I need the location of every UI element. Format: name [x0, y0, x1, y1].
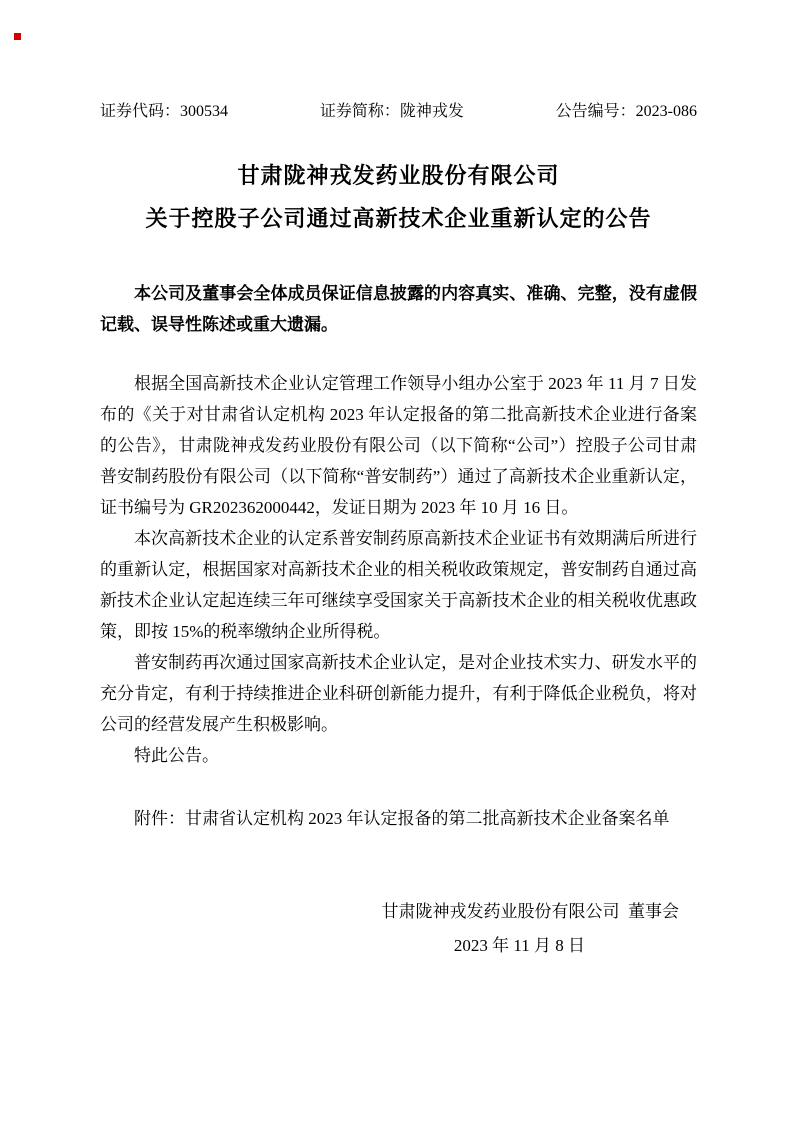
- signature-date: 2023 年 11 月 8 日: [453, 936, 585, 955]
- announcement-number-label: 公告编号：2023-086: [555, 103, 697, 120]
- announcement-title: 关于控股子公司通过高新技术企业重新认定的公告: [145, 206, 652, 231]
- signature-block: [100, 896, 697, 961]
- signature-company: 甘肃陇神戎发药业股份有限公司 董事会: [381, 902, 679, 921]
- securities-header-row: [100, 102, 697, 121]
- announcement-body: [100, 368, 697, 771]
- stock-name-label: 证券简称：陇神戎发: [319, 103, 464, 120]
- red-dot-mark: [14, 33, 21, 40]
- company-title: 甘肃陇神戎发药业股份有限公司: [237, 163, 560, 188]
- closing-line: 特此公告。: [134, 746, 219, 765]
- stock-code-label: 证券代码：300534: [100, 103, 229, 120]
- attachment-line: 附件：甘肃省认定机构 2023 年认定报备的第二批高新技术企业备案名单: [134, 809, 670, 828]
- body-paragraph-2: 本次高新技术企业的认定系普安制药原高新技术企业证书有效期满后所进行的重新认定，根据国家对高新技术企业的相关税收政策规定，普安制药自通过高新技术企业认定起连续三年可继续享受国家关于高新技术企业的相关税收优惠政策，即按 15%的税率缴纳企业所得税。: [100, 529, 697, 641]
- body-paragraph-1: 根据全国高新技术企业认定管理工作领导小组办公室于 2023 年 11 月 7 日发布的《关于对甘肃省认定机构 2023 年认定报备的第二批高新技术企业进行备案的公告》，甘肃陇神戎发药业股份有限公司（以下简称“公司”）控股子公司甘肃普安制药股份有限公司（以下简称“普安制药”）通过了高新技术企业重新认定，证书编号为 GR202362000442，发证日期为 2023 年 10 月 16 日。: [100, 374, 697, 517]
- body-paragraph-3: 普安制药再次通过国家高新技术企业认定，是对企业技术实力、研发水平的充分肯定，有利于持续推进企业科研创新能力提升，有利于降低企业税负，将对公司的经营发展产生积极影响。: [100, 653, 697, 734]
- disclaimer-paragraph: 本公司及董事会全体成员保证信息披露的内容真实、准确、完整，没有虚假记载、误导性陈述或重大遗漏。: [100, 284, 697, 334]
